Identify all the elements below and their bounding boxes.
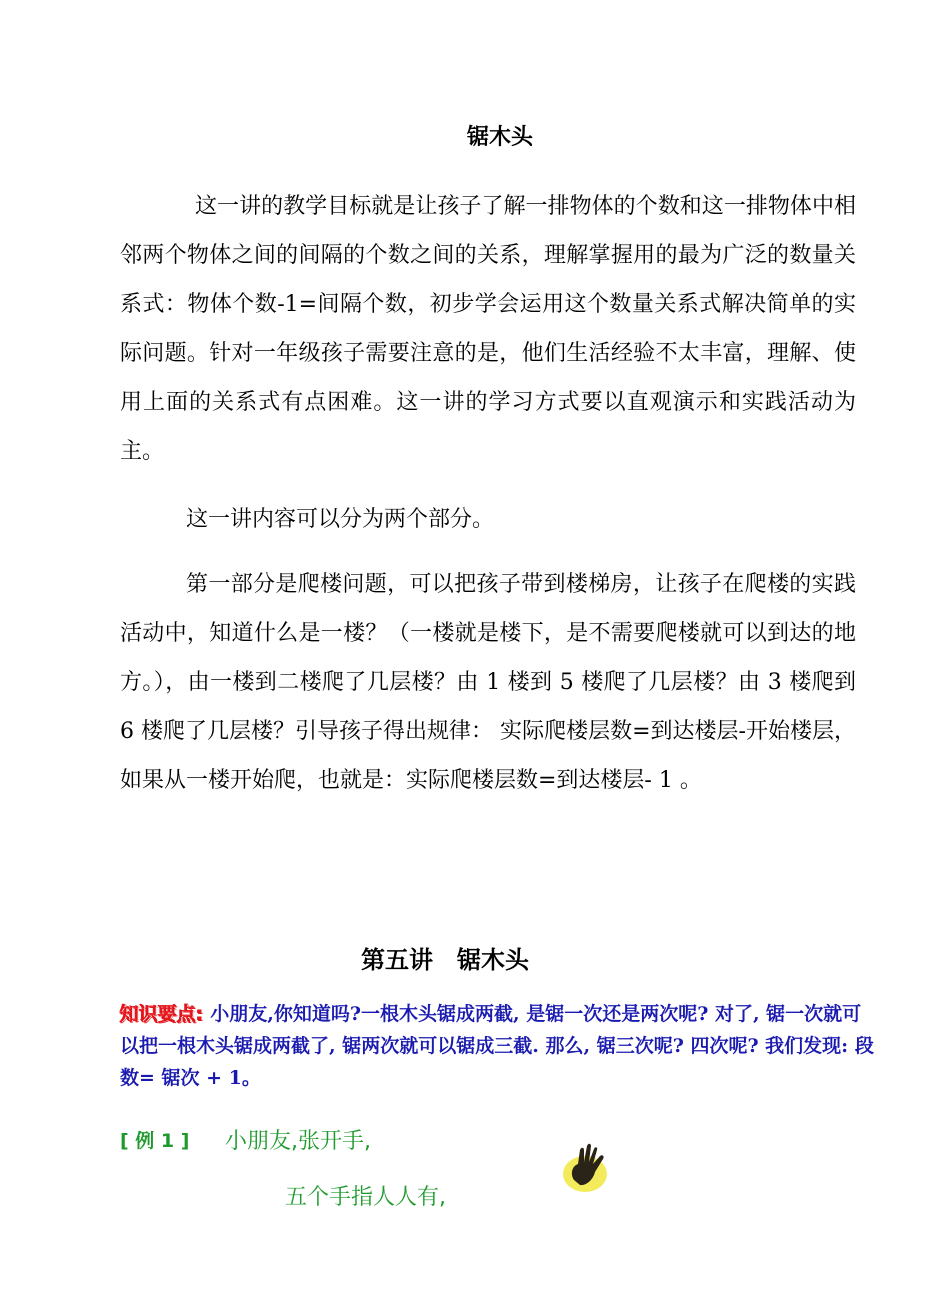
knowledge-points xyxy=(120,998,880,1094)
rhyme-line-1: 小朋友,张开手, xyxy=(225,1129,371,1154)
rhyme-line-2: 五个手指人人有, xyxy=(285,1185,446,1210)
stairs-paragraph: 第一部分是爬楼问题，可以把孩子带到楼梯房，让孩子在爬楼的实践活动中，知道什么是一楼？（一楼就是楼下，是不需要爬楼就可以到达的地方。），由一楼到二楼爬了几层楼？由 1 楼到 5 楼爬了几层楼？由 3 楼爬到 6 楼爬了几层楼？引导孩子得出规律： 实际爬楼层数=到达楼层-开始楼层，如果从一楼开始爬，也就是：实际爬楼层数=到达楼层- 1 。 xyxy=(120,572,856,793)
example-tag: [ 例 1 ] xyxy=(120,1130,190,1152)
lecture-title: 第五讲 锯木头 xyxy=(361,946,529,974)
intro-paragraph: 这一讲的教学目标就是让孩子了解一排物体的个数和这一排物体中相邻两个物体之间的间隔的个数之间的关系，理解掌握用的最为广泛的数量关系式：物体个数-1=间隔个数，初步学会运用这个数量关系式解决简单的实际问题。针对一年级孩子需要注意的是，他们生活经验不太丰富，理解、使用上面的关系式有点困难。这一讲的学习方式要以直观演示和实践活动为主。 xyxy=(120,194,856,464)
page-title: 锯木头 xyxy=(466,125,533,150)
knowledge-label: 知识要点: xyxy=(120,1003,204,1025)
knowledge-text: 小朋友,你知道吗?一根木头锯成两截, 是锯一次还是两次呢? 对了, 锯一次就可以把一根木头锯成两截了, 锯两次就可以锯成三截. 那么, 锯三次呢? 四次呢? 我们发现: 段数= 锯次 + 1。 xyxy=(120,1003,874,1089)
parts-paragraph: 这一讲内容可以分为两个部分。 xyxy=(186,507,495,532)
hand-icon xyxy=(560,1140,610,1194)
